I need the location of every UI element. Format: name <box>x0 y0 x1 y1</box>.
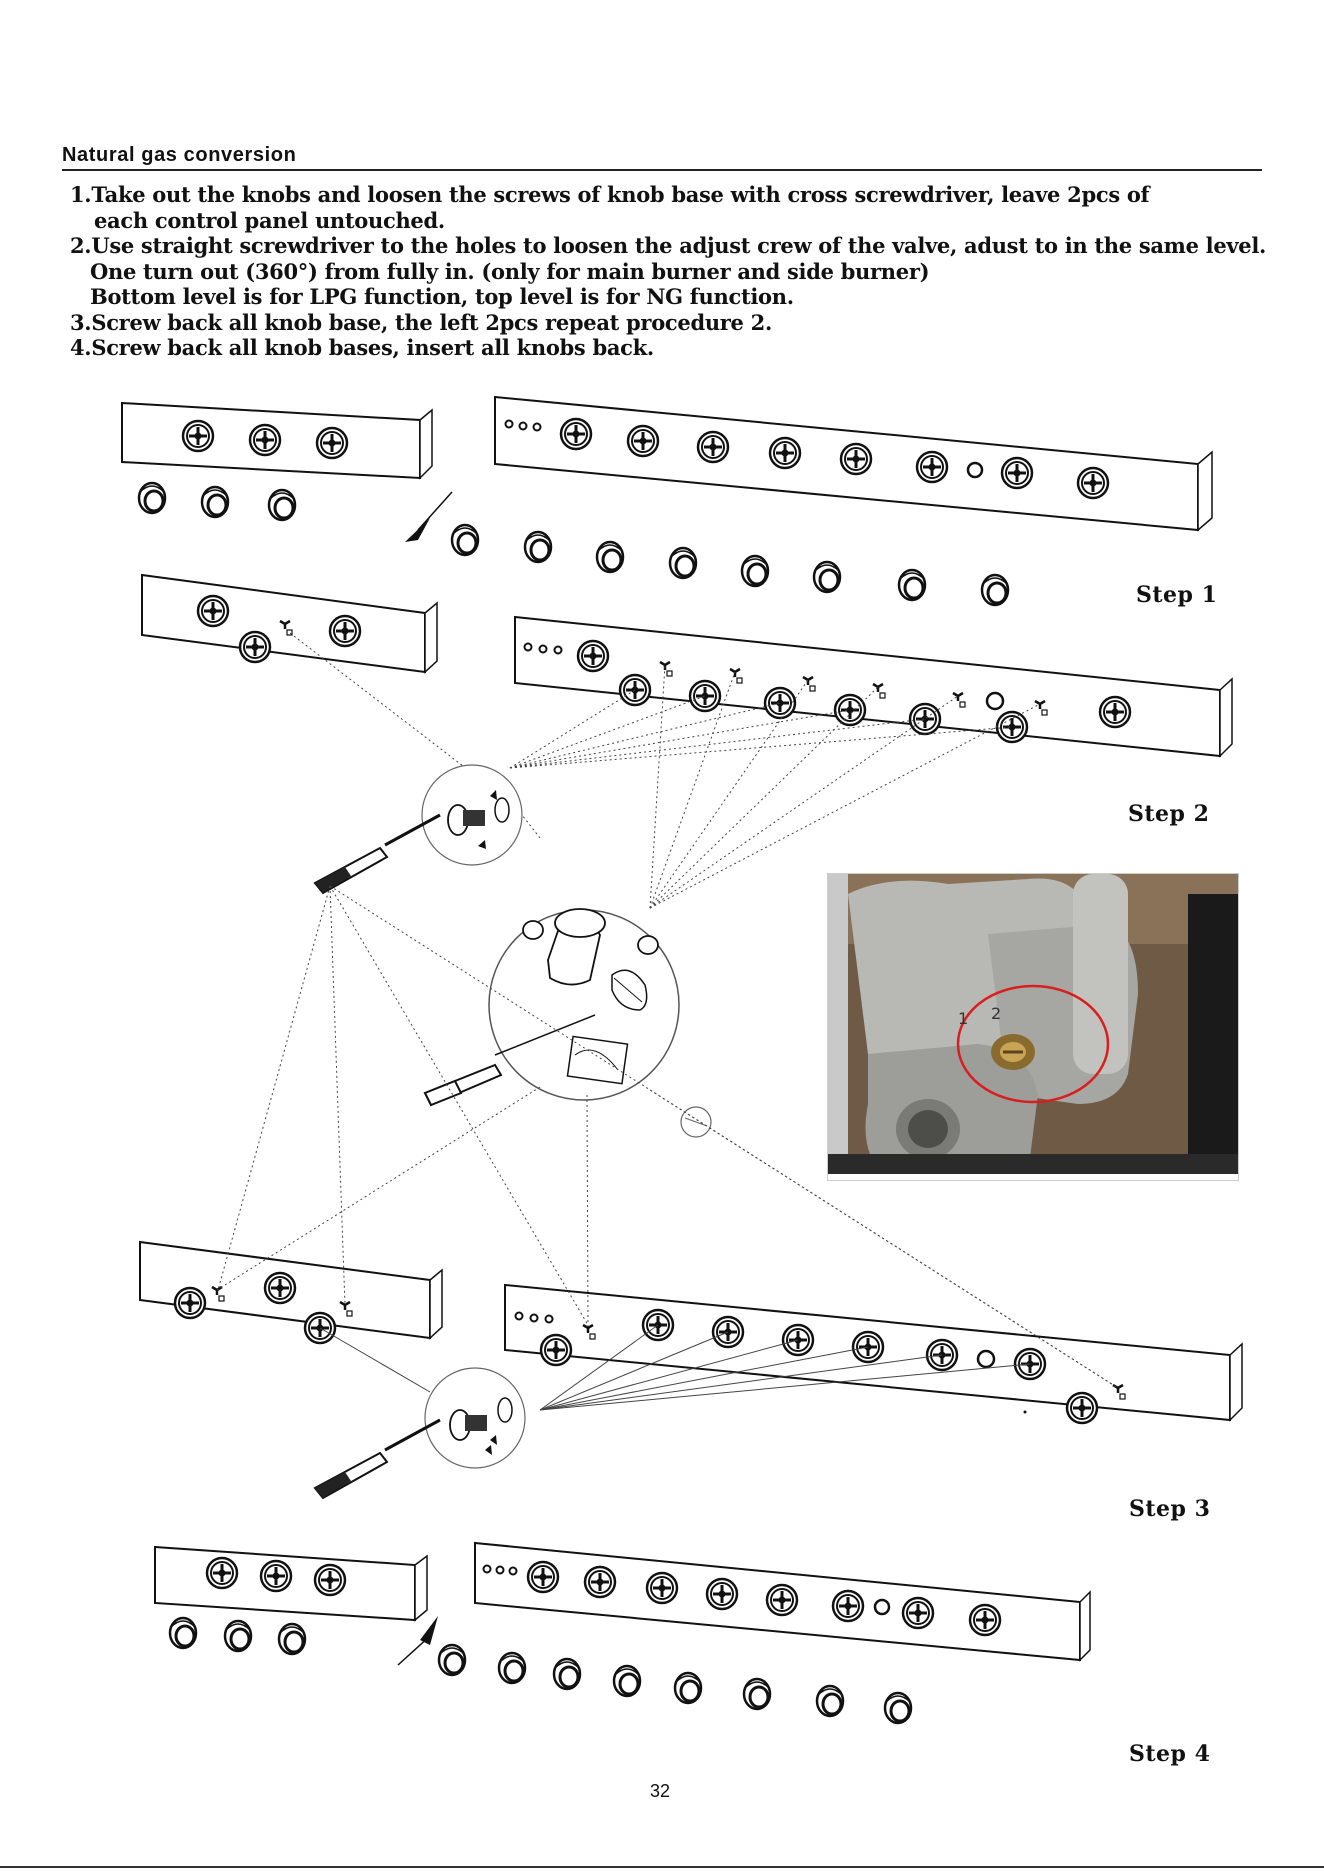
instruction-2-cont2: Bottom level is for LPG function, top level is for NG function. <box>90 284 794 309</box>
zoom-circle-screw-2 <box>425 1368 525 1468</box>
instruction-3: 3.Screw back all knob base, the left 2pcs repeat procedure 2. <box>70 309 772 335</box>
step-2-label: Step 2 <box>1128 801 1210 827</box>
step-4-label: Step 4 <box>1129 1741 1211 1767</box>
step-3-label: Step 3 <box>1129 1496 1211 1522</box>
step1-left-panel <box>122 403 432 520</box>
screwdriver-3 <box>315 1420 440 1498</box>
step2-left-panel <box>142 575 437 672</box>
small-zoom-circle <box>681 1107 711 1137</box>
step1-right-panel <box>405 397 1212 605</box>
instruction-2: 2.Use straight screwdriver to the holes to loosen the adjust crew of the valve, adust to in the same level. <box>70 233 1267 258</box>
instruction-1-cont: each control panel untouched. <box>94 207 445 233</box>
step4-left-panel <box>155 1547 427 1654</box>
instruction-4: 4.Screw back all knob bases, insert all knobs back. <box>70 335 654 360</box>
step3-left-panel <box>140 1242 442 1343</box>
valve-photo <box>827 873 1239 1181</box>
bottom-rule <box>0 1866 1324 1868</box>
step4-right-panel <box>398 1543 1090 1723</box>
instruction-1: 1.Take out the knobs and loosen the screws of knob base with cross screwdriver, leave 2pcs of <box>70 182 1150 207</box>
page-number: 32 <box>649 1781 671 1801</box>
section-heading: Natural gas conversion <box>62 144 297 166</box>
svg-text:1: 1 <box>958 1009 969 1028</box>
svg-text:2: 2 <box>991 1004 1002 1023</box>
step3-right-panel <box>505 1285 1242 1423</box>
step-1-label: Step 1 <box>1136 582 1218 608</box>
instruction-2-cont: One turn out (360°) from fully in. (only for main burner and side burner) <box>90 258 930 284</box>
step2-right-panel <box>515 617 1232 756</box>
screwdriver-1 <box>315 815 440 893</box>
zoom-circle-valve <box>489 909 679 1100</box>
